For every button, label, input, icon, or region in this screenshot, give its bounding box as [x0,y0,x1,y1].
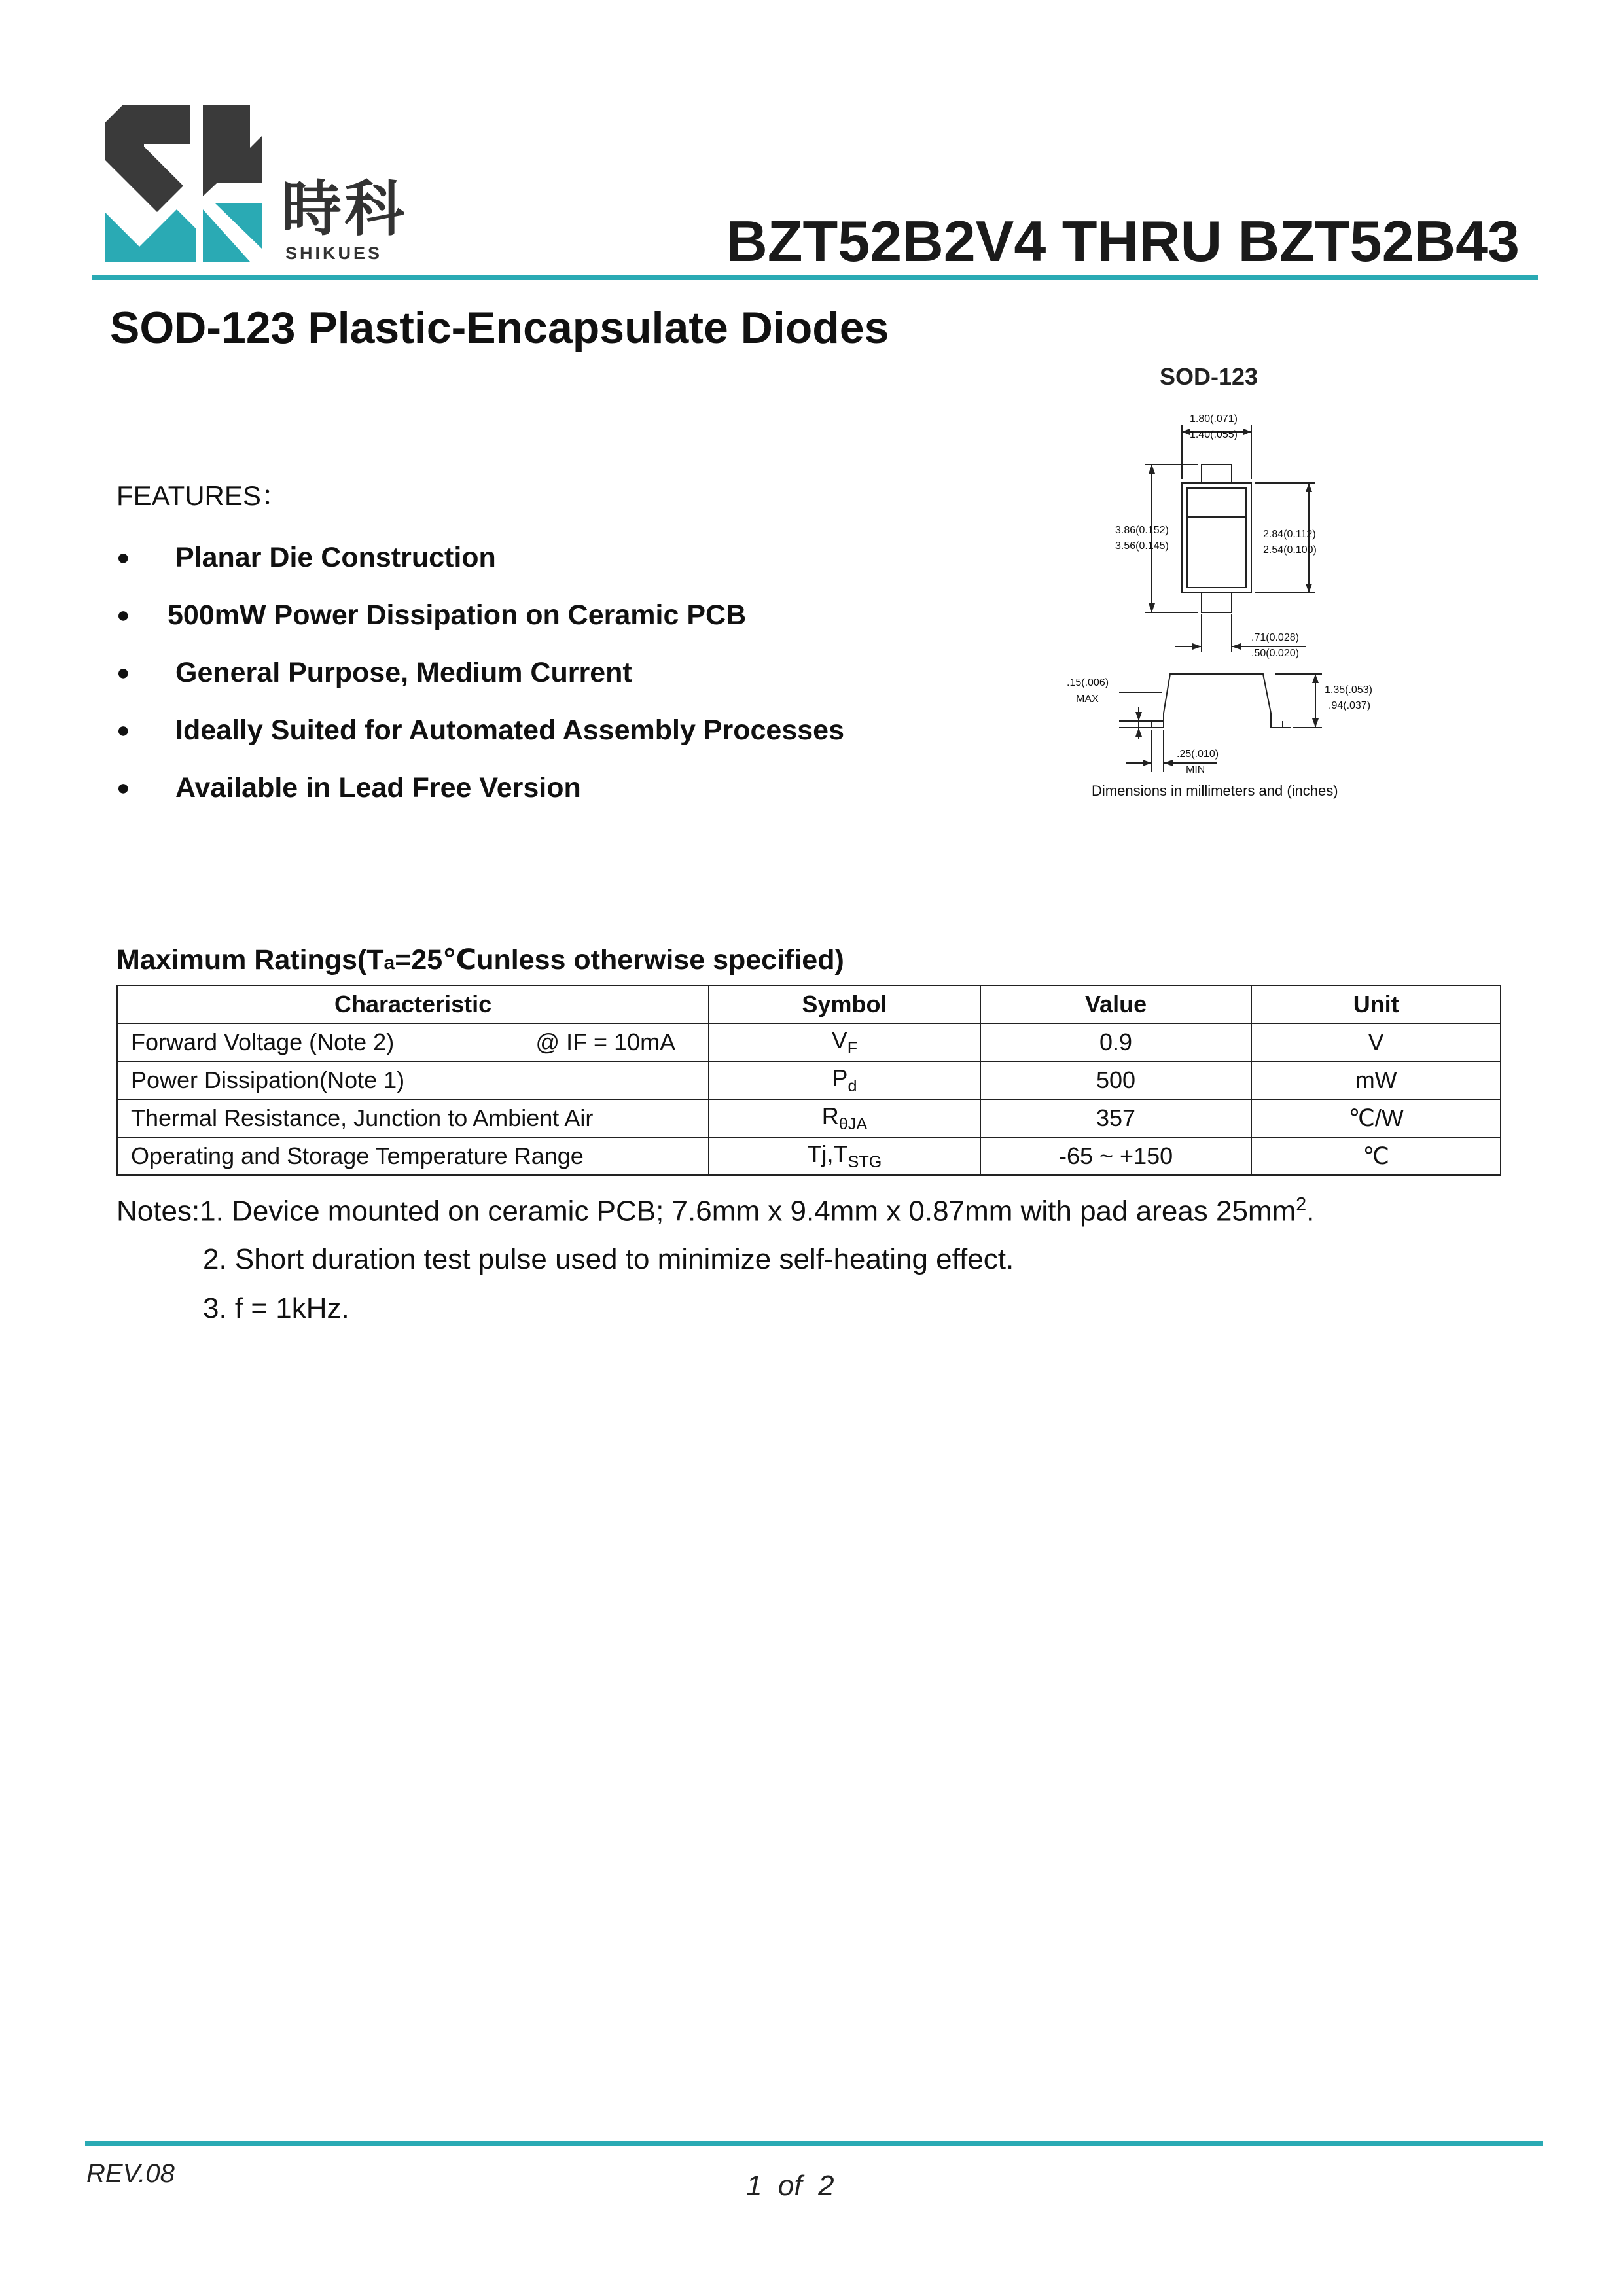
note-3: 3. f = 1kHz. [203,1292,349,1324]
table-row [117,1061,1501,1099]
cell-characteristic [117,1099,709,1137]
bullet-icon: ● [116,544,130,570]
note-2: 2. Short duration test pulse used to minimize self-heating effect. [203,1243,1014,1275]
feature-label: Available in Lead Free Version [175,771,581,804]
cell-unit: ℃/W [1251,1099,1501,1137]
feature-label: Ideally Suited for Automated Assembly Processes [175,714,844,746]
symbol-text: R [821,1102,839,1129]
feature-item [116,701,844,759]
feature-item [116,644,844,701]
header-rule [92,275,1538,280]
dim-height-max: 1.35(.053) [1325,684,1372,696]
col-symbol: Symbol [709,985,980,1023]
cell-unit: ℃ [1251,1137,1501,1175]
cell-value: -65 ~ +150 [980,1137,1252,1175]
note-1-sup: 2 [1296,1194,1307,1215]
note-1-text: Notes:1. Device mounted on ceramic PCB; 7.6mm x 9.4mm x 0.87mm with pad areas 25mm [116,1195,1296,1227]
bullet-icon: ● [116,717,130,743]
cell-value: 500 [980,1061,1252,1099]
symbol-text: P [832,1064,848,1091]
revision-label: REV.08 [86,2159,175,2188]
features-list [116,529,844,817]
dim-foot-note: MIN [1186,764,1205,775]
brand-name-en: SHIKUES [285,243,383,263]
col-value: Value [980,985,1252,1023]
bullet-icon: ● [116,602,130,627]
ratings-heading-sub: a [383,952,395,974]
table-row [117,1099,1501,1137]
ratings-heading-prefix: Maximum Ratings(T [116,944,384,976]
feature-label: General Purpose, Medium Current [175,656,632,688]
dim-foot: .25(.010) [1177,749,1219,760]
dim-lead-max: .71(0.028) [1251,632,1299,643]
characteristic-text: Operating and Storage Temperature Range [131,1142,584,1169]
ratings-table [116,985,1501,1176]
characteristic-text: Forward Voltage (Note 2) [131,1029,395,1055]
feature-label: 500mW Power Dissipation on Ceramic PCB [168,599,747,631]
bullet-icon: ● [116,660,130,685]
characteristic-text: Thermal Resistance, Junction to Ambient Air [131,1104,594,1131]
cell-value: 0.9 [980,1023,1252,1061]
symbol-subscript: d [847,1077,857,1096]
page-number: 1 of 2 [746,2170,834,2202]
dim-height-min: .94(.037) [1329,700,1371,711]
symbol-text: V [831,1026,847,1053]
dim-length-min: 3.56(0.145) [1115,540,1169,552]
symbol-subscript: STG [847,1153,882,1172]
col-characteristic: Characteristic [117,985,709,1023]
note-1-suffix: . [1306,1195,1315,1227]
dim-width-min: 1.40(.055) [1190,429,1238,440]
symbol-subscript: θJA [838,1115,868,1134]
dim-lead-thickness: .15(.006) [1067,677,1109,688]
cell-characteristic [117,1061,709,1099]
cell-symbol [709,1061,980,1099]
symbol-subscript: F [847,1039,858,1058]
dim-body-min: 2.54(0.100) [1263,544,1317,556]
feature-item [116,759,844,817]
dim-lead-thickness-note: MAX [1076,694,1099,705]
footer-rule [85,2141,1543,2146]
table-row [117,1023,1501,1061]
table-row [117,1137,1501,1175]
features-heading: FEATURES： [116,480,289,511]
package-title: SOD-123 [1160,363,1258,390]
part-range-title: BZT52B2V4 THRU BZT52B43 [726,209,1520,274]
ratings-heading-suffix: =25℃unless otherwise specified) [395,944,844,976]
dim-lead-min: .50(0.020) [1251,648,1299,659]
cell-characteristic [117,1137,709,1175]
ratings-heading [116,944,844,976]
company-logo [105,105,262,262]
cell-symbol [709,1023,980,1061]
note-1 [116,1194,1314,1228]
symbol-text: Tj,T [807,1140,848,1167]
feature-item [116,529,844,586]
feature-label: Planar Die Construction [175,541,496,573]
col-unit: Unit [1251,985,1501,1023]
dim-length-max: 3.86(0.152) [1115,525,1169,536]
package-outline-drawing [1047,406,1414,811]
table-header-row [117,985,1501,1023]
dim-body-max: 2.84(0.112) [1263,529,1316,540]
cell-characteristic [117,1023,709,1061]
characteristic-text: Power Dissipation(Note 1) [131,1067,405,1093]
bullet-icon: ● [116,775,130,800]
condition-text: @ IF = 10mA [535,1029,676,1055]
dim-width-max: 1.80(.071) [1190,414,1238,425]
page-subtitle: SOD-123 Plastic-Encapsulate Diodes [110,303,889,353]
cell-unit: V [1251,1023,1501,1061]
cell-symbol [709,1137,980,1175]
feature-item [116,586,844,644]
cell-symbol [709,1099,980,1137]
brand-name-cn: 時科 [281,174,408,244]
cell-value: 357 [980,1099,1252,1137]
cell-unit: mW [1251,1061,1501,1099]
drawing-caption: Dimensions in millimeters and (inches) [1092,783,1338,799]
